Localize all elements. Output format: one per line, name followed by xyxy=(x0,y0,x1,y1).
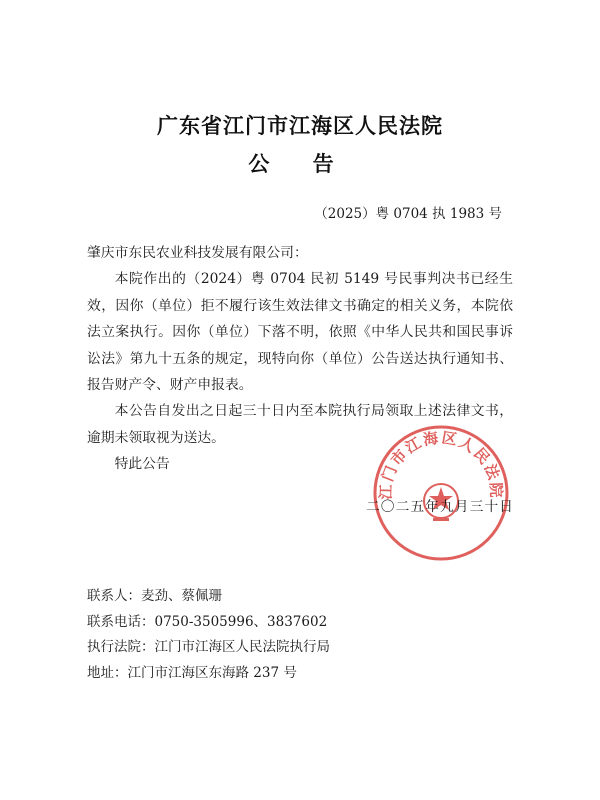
court-address: 地址：江门市江海区东海路 237 号 xyxy=(87,664,297,681)
court-seal-stamp xyxy=(371,423,511,563)
closing-phrase: 特此公告 xyxy=(114,456,170,473)
addressee: 肇庆市东民农业科技发展有限公司： xyxy=(87,245,308,261)
court-name-title: 广东省江门市江海区人民法院 xyxy=(157,113,443,138)
contact-person: 联系人：麦劲、蔡佩珊 xyxy=(87,588,222,604)
contact-info xyxy=(87,584,527,686)
seal-text: 江门市江海区人民法院 xyxy=(376,428,506,500)
signature-date: 二〇二五年九月三十日 xyxy=(366,499,514,515)
contact-phone: 联系电话：0750-3505996、3837602 xyxy=(87,613,328,630)
executing-court: 执行法院：江门市江海区人民法院执行局 xyxy=(87,639,330,655)
case-number: （2025）粤 0704 执 1983 号 xyxy=(314,206,502,222)
document-type-title: 公 告 xyxy=(248,151,352,176)
body-paragraph-1: 本院作出的（2024）粤 0704 民初 5149 号民事判决书已经生效，因你（单位）拒不履行该生效法律文书确定的相关义务，本院依法立案执行。因你（单位）下落不明，依照《中华人民共和国民事诉讼法》第九十五条的规定，现特向你（单位）公告送达执行通知书、报告财产令、财产申报表。 xyxy=(87,271,513,394)
body-paragraph-2: 本公告自发出之日起三十日内至本院执行局领取上述法律文书，逾期未领取视为送达。 xyxy=(87,403,513,446)
